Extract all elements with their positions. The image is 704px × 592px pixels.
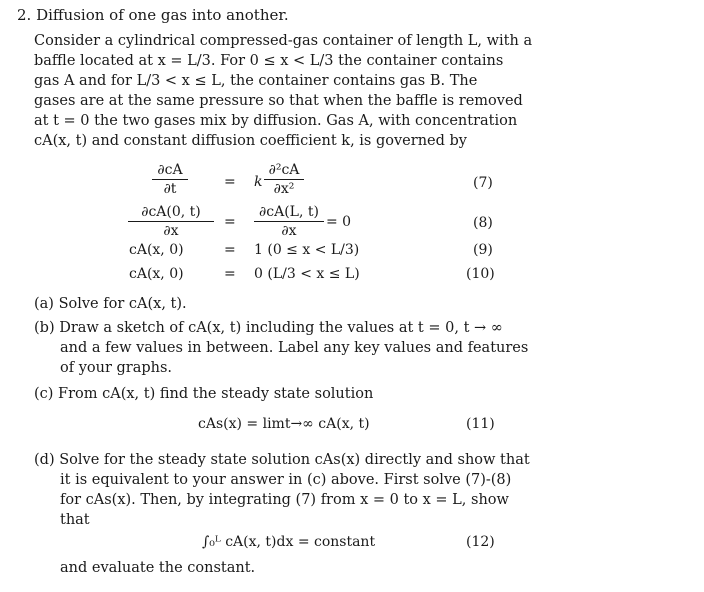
- eq8-lhs-num: ∂cA(0, t): [141, 204, 201, 220]
- eq8-number: (8): [473, 215, 493, 231]
- eq12-number: (12): [466, 534, 495, 550]
- eq7-rhs-den: ∂x²: [264, 179, 304, 197]
- part-c: (c) From cA(x, t) find the steady state solution: [34, 386, 374, 402]
- eq8-lhs-fraction: [128, 204, 214, 239]
- eq10-relation: =: [224, 266, 236, 282]
- eq8-rhs-num: ∂cA(L, t): [259, 204, 319, 220]
- eq7-relation: =: [224, 174, 236, 190]
- eq9-rhs: 1 (0 ≤ x < L/3): [254, 242, 360, 258]
- part-d-line: it is equivalent to your answer in (c) above. First solve (7)-(8): [60, 472, 512, 488]
- eq8-lhs-den: ∂x: [128, 221, 214, 239]
- closing-text: and evaluate the constant.: [60, 560, 256, 576]
- eq11-number: (11): [466, 416, 495, 432]
- eq8-rhs-fraction: [254, 204, 324, 239]
- problem-heading: 2. Diffusion of one gas into another.: [17, 6, 289, 24]
- eq12-expression: ∫₀ᴸ cA(x, t)dx = constant: [202, 534, 376, 550]
- part-d-line: for cAs(x). Then, by integrating (7) from x = 0 to x = L, show: [60, 492, 509, 508]
- part-b-line: of your graphs.: [60, 360, 173, 376]
- eq7-lhs-num: ∂cA: [157, 162, 183, 178]
- eq9-lhs: cA(x, 0): [129, 242, 184, 258]
- part-d-line: (d) Solve for the steady state solution cAs(x) directly and show that: [34, 452, 530, 468]
- eq7-lhs-fraction: [152, 162, 188, 197]
- eq7-coefficient: k: [254, 174, 263, 190]
- eq10-rhs: 0 (L/3 < x ≤ L): [254, 266, 360, 282]
- part-b-line: (b) Draw a sketch of cA(x, t) including the values at t = 0, t → ∞: [34, 320, 503, 336]
- part-d-line: that: [60, 512, 90, 528]
- intro-line: gas A and for L/3 < x ≤ L, the container contains gas B. The: [34, 73, 478, 89]
- eq10-lhs: cA(x, 0): [129, 266, 184, 282]
- eq8-rhs-den: ∂x: [254, 221, 324, 239]
- eq7-number: (7): [473, 175, 493, 191]
- eq8-suffix: = 0: [326, 214, 352, 230]
- eq9-relation: =: [224, 242, 236, 258]
- part-a: (a) Solve for cA(x, t).: [34, 296, 187, 312]
- eq7-lhs-den: ∂t: [152, 179, 188, 197]
- eq10-number: (10): [466, 266, 495, 282]
- intro-line: Consider a cylindrical compressed-gas container of length L, with a: [34, 33, 533, 49]
- intro-line: at t = 0 the two gases mix by diffusion. Gas A, with concentration: [34, 113, 518, 129]
- intro-line: gases are at the same pressure so that when the baffle is removed: [34, 93, 523, 109]
- eq7-rhs-num: ∂²cA: [268, 162, 300, 178]
- intro-line: baffle located at x = L/3. For 0 ≤ x < L/3 the container contains: [34, 53, 504, 69]
- eq9-number: (9): [473, 242, 493, 258]
- eq7-rhs-fraction: [264, 162, 304, 197]
- eq8-relation: =: [224, 214, 236, 230]
- eq11-expression: cAs(x) = limt→∞ cA(x, t): [198, 416, 370, 432]
- intro-line: cA(x, t) and constant diffusion coefficient k, is governed by: [34, 133, 467, 149]
- part-b-line: and a few values in between. Label any key values and features: [60, 340, 529, 356]
